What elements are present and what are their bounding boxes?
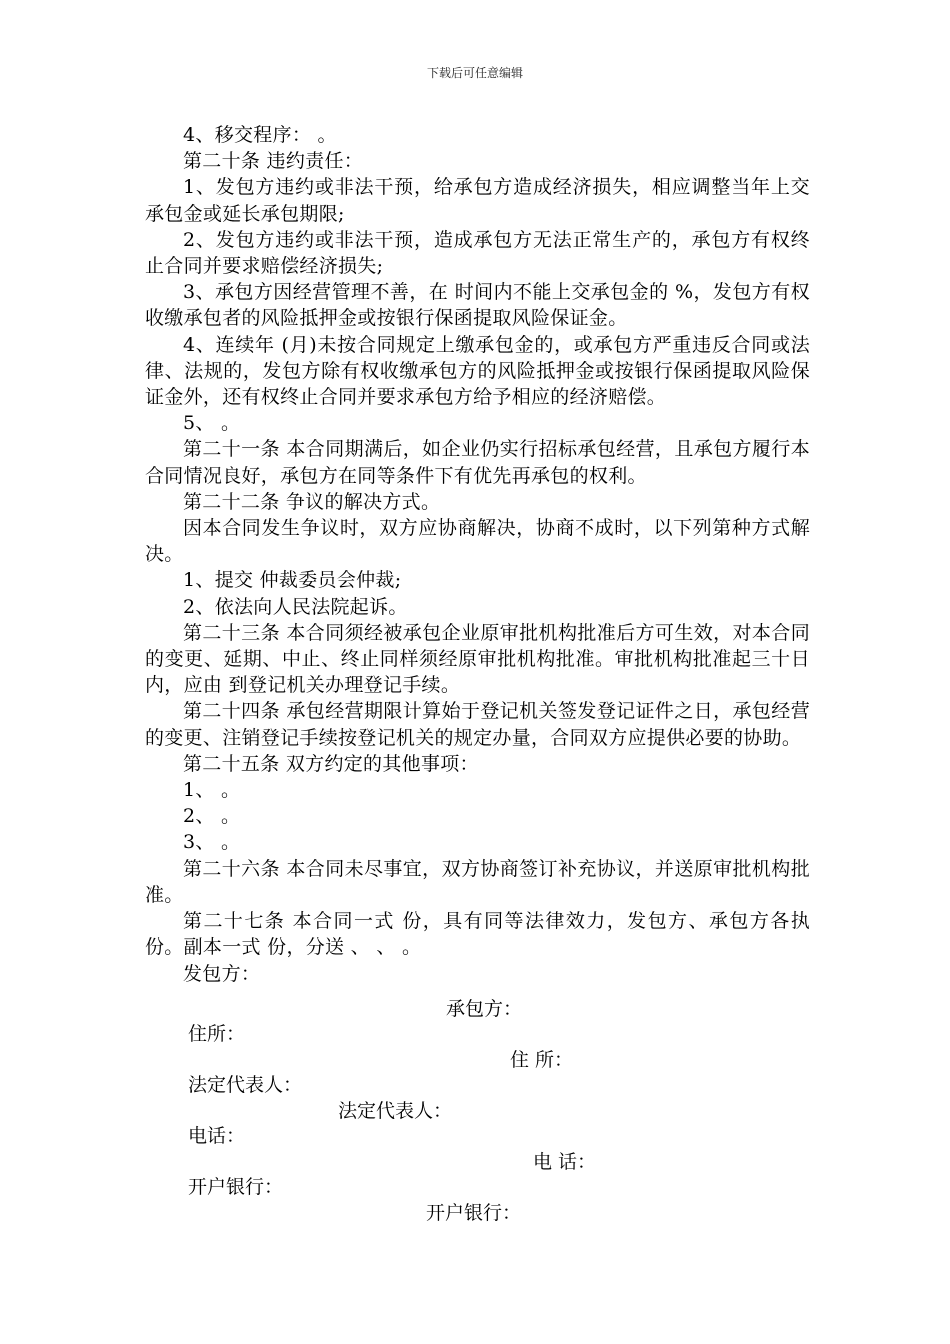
page-header: 下载后可任意编辑 (426, 66, 523, 80)
signature-contractor: 承包方： (446, 998, 523, 1020)
signature-phone-left: 电话： (188, 1125, 246, 1147)
contract-body (145, 122, 810, 987)
signature-legal-rep-left: 法定代表人： (188, 1074, 303, 1096)
paragraph: 1、提交 仲裁委员会仲裁; (183, 569, 402, 592)
article-heading: 第二十四条 承包经营期限计算始于登记机关签发登记证件之日，承包经营的变更、注销登记手续按登记机关的规定办量，合同双方应提供必要的协助。 (145, 700, 810, 749)
paragraph: 4、连续年 (月)未按合同规定上缴承包金的，或承包方严重违反合同或法律、法规的，发包方除有权收缴承包方的风险抵押金或按银行保函提取风险保证金外，还有权终止合同并要求承包方给予相应的经济赔偿。 (145, 333, 810, 409)
paragraph: 2、依法向人民法院起诉。 (183, 595, 408, 618)
paragraph: 3、承包方因经营管理不善，在 时间内不能上交承包金的 %，发包方有权收缴承包者的风险抵押金或按银行保函提取风险保证金。 (145, 281, 810, 330)
paragraph: 5、 。 (183, 412, 241, 435)
signature-bank-right: 开户银行： (426, 1202, 522, 1224)
signature-legal-rep-right: 法定代表人： (338, 1100, 453, 1122)
article-heading: 第二十一条 本合同期满后，如企业仍实行招标承包经营，且承包方履行本合同情况良好，承包方在同等条件下有优先再承包的权利。 (145, 438, 810, 487)
article-heading: 第二十七条 本合同一式 份，具有同等法律效力，发包方、承包方各执 份。副本一式 份，分送 、 、 。 (145, 910, 810, 959)
paragraph: 因本合同发生争议时，双方应协商解决，协商不成时，以下列第种方式解决。 (145, 517, 810, 566)
paragraph: 2、 。 (183, 805, 241, 828)
signature-phone-right: 电 话： (533, 1151, 597, 1173)
article-heading: 第二十条 违约责任： (183, 150, 364, 173)
paragraph: 4、移交程序： 。 (183, 124, 337, 146)
paragraph: 2、发包方违约或非法干预，造成承包方无法正常生产的，承包方有权终止合同并要求赔偿经济损失; (145, 228, 810, 278)
signature-address-left: 住所： (188, 1023, 246, 1045)
paragraph: 1、发包方违约或非法干预，给承包方造成经济损失，相应调整当年上交承包金或延长承包期限; (145, 176, 810, 225)
signature-address-right: 住 所： (510, 1049, 574, 1071)
signature-bank-left: 开户银行： (188, 1176, 284, 1198)
paragraph: 1、 。 (183, 779, 241, 802)
paragraph: 3、 。 (183, 831, 241, 854)
signature-party-a: 发包方： (183, 962, 261, 985)
article-heading: 第二十五条 双方约定的其他事项： (183, 752, 479, 775)
article-heading: 第二十六条 本合同未尽事宜，双方协商签订补充协议，并送原审批机构批准。 (145, 857, 810, 906)
article-heading: 第二十三条 本合同须经被承包企业原审批机构批准后方可生效，对本合同的变更、延期、中止、终止同样须经原审批机构批准。审批机构批准起三十日内，应由 到登记机关办理登记手续。 (145, 621, 810, 697)
article-heading: 第二十二条 争议的解决方式。 (183, 490, 441, 513)
